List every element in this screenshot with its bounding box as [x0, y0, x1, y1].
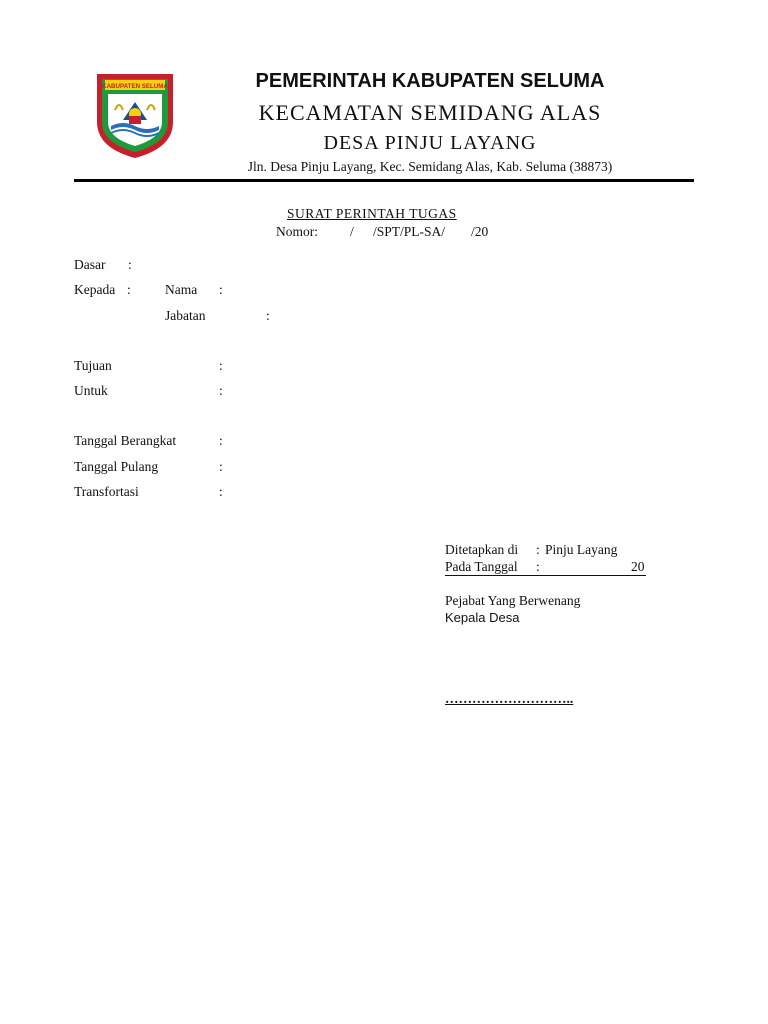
pada-tanggal-colon: :: [536, 559, 540, 574]
field-transfortasi-colon: :: [219, 484, 223, 499]
field-dasar-label: Dasar: [74, 257, 106, 272]
nomor-label: Nomor:: [276, 224, 318, 239]
ditetapkan-label: Ditetapkan di: [445, 542, 519, 557]
field-tanggal-berangkat-label: Tanggal Berangkat: [74, 433, 177, 448]
pada-tanggal-label: Pada Tanggal: [445, 559, 518, 574]
field-jabatan-label: Jabatan: [165, 308, 206, 323]
pada-tanggal-year: 20: [631, 559, 645, 574]
letterhead-divider: [74, 179, 694, 182]
field-tujuan-label: Tujuan: [74, 358, 112, 373]
ditetapkan-value: Pinju Layang: [545, 542, 618, 557]
field-kepada-colon: :: [127, 282, 131, 297]
field-jabatan-colon: :: [266, 308, 270, 323]
field-tujuan-colon: :: [219, 358, 223, 373]
letterhead-address: Jln. Desa Pinju Layang, Kec. Semidang Alas, Kab. Seluma (38873): [247, 159, 613, 174]
letter-title: SURAT PERINTAH TUGAS: [287, 206, 457, 221]
letterhead-village: DESA PINJU LAYANG: [323, 132, 537, 154]
nomor-code: /SPT/PL-SA/: [373, 224, 446, 239]
field-tanggal-berangkat-colon: :: [219, 433, 223, 448]
kepala-desa-label: Kepala Desa: [445, 610, 520, 625]
field-tanggal-pulang-colon: :: [219, 459, 223, 474]
field-tanggal-pulang-label: Tanggal Pulang: [74, 459, 159, 474]
letterhead-government: PEMERINTAH KABUPATEN SELUMA: [255, 70, 605, 92]
field-nama-label: Nama: [165, 282, 198, 297]
emblem-text: KABUPATEN SELUMA: [102, 83, 168, 90]
field-dasar-colon: :: [128, 257, 132, 272]
nomor-slash: /: [350, 224, 354, 239]
field-kepada-label: Kepada: [74, 282, 116, 297]
nomor-year: /20: [471, 224, 489, 239]
pejabat-label: Pejabat Yang Berwenang: [445, 593, 581, 608]
field-nama-colon: :: [219, 282, 223, 297]
letterhead-district: KECAMATAN SEMIDANG ALAS: [258, 100, 602, 125]
ditetapkan-colon: :: [536, 542, 540, 557]
kabupaten-seluma-emblem: [93, 70, 177, 160]
field-transfortasi-label: Transfortasi: [74, 484, 139, 499]
field-untuk-label: Untuk: [74, 383, 108, 398]
field-untuk-colon: :: [219, 383, 223, 398]
signatory-name-placeholder: ………………………..: [445, 691, 574, 706]
